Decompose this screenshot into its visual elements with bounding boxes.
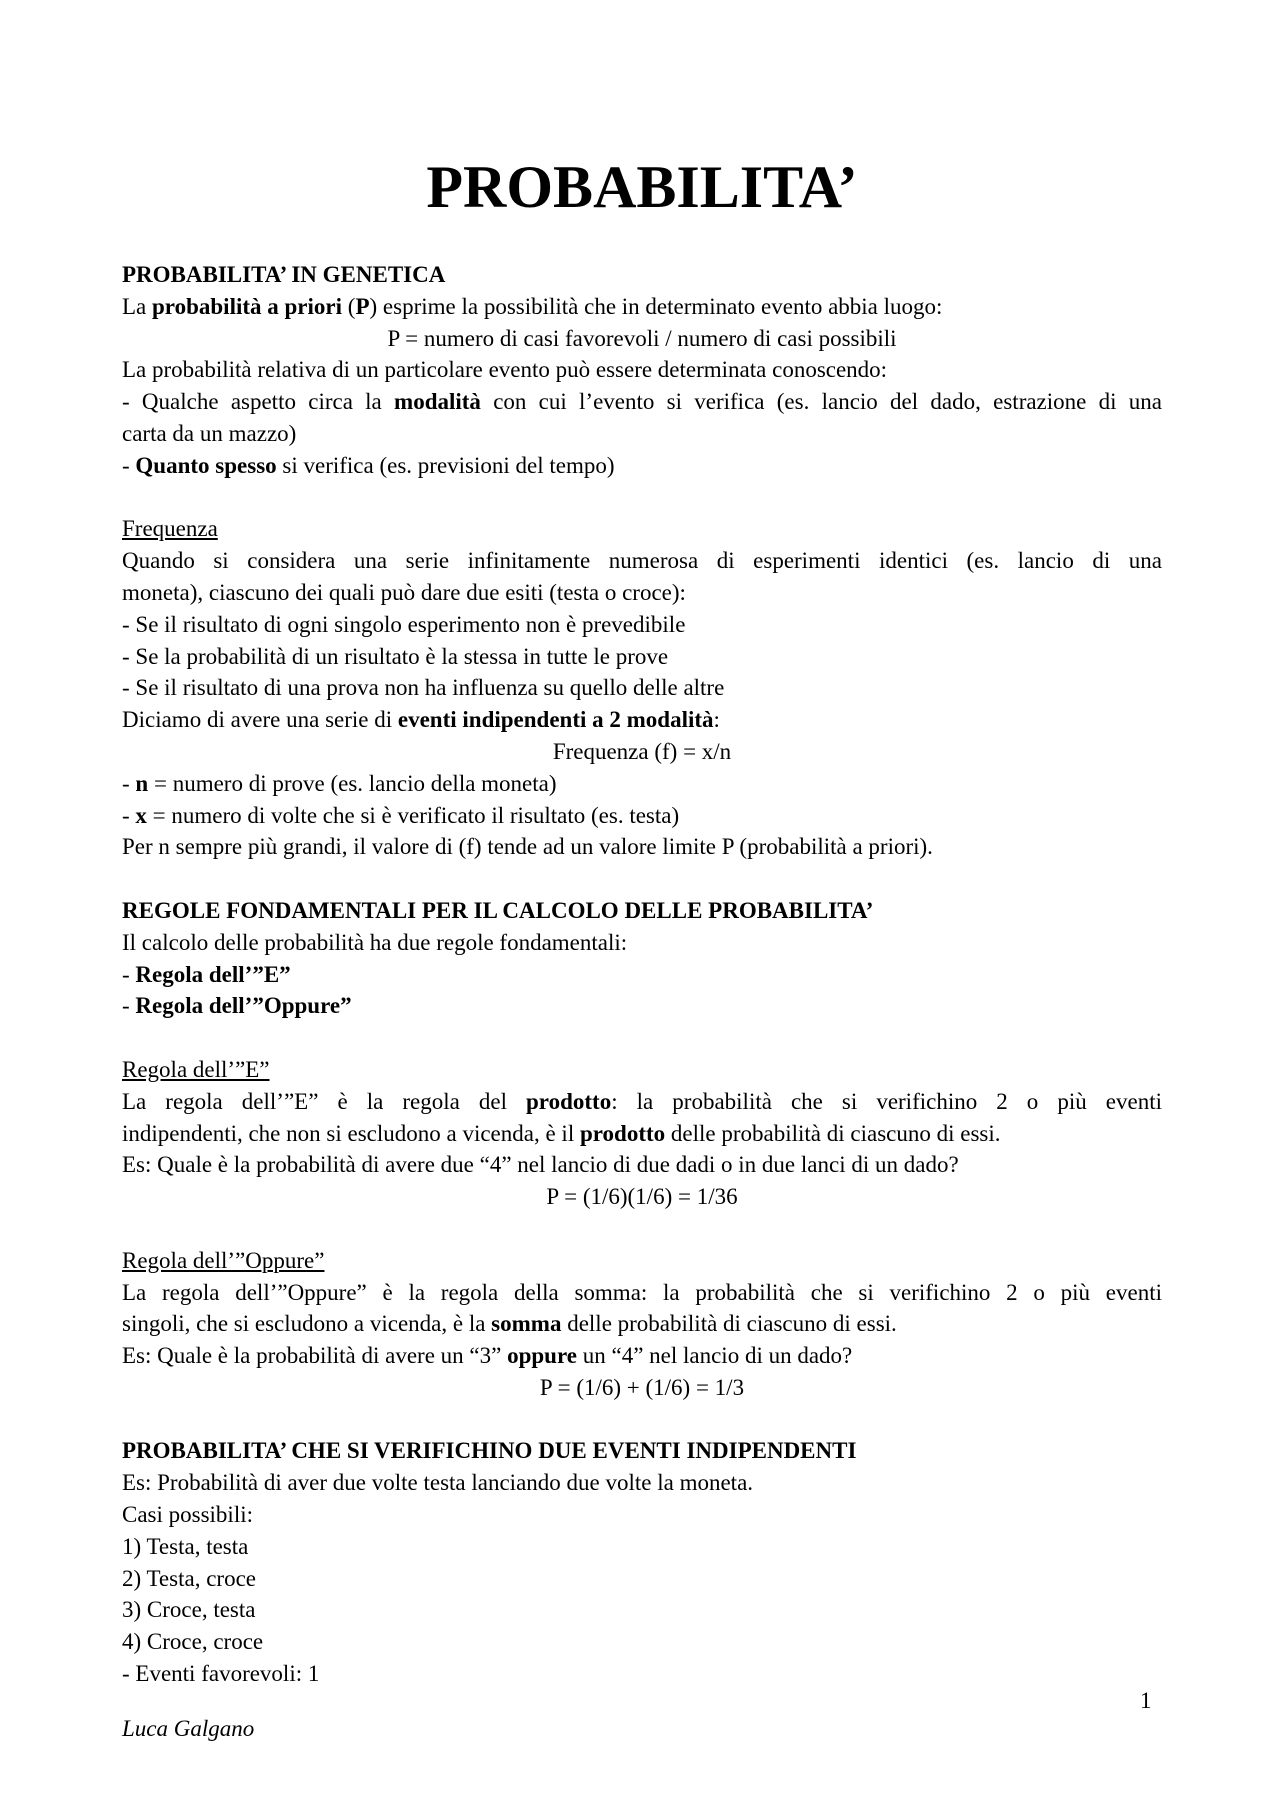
label-casi-possibili: Casi possibili: (122, 1502, 253, 1528)
paragraph-regole-intro: Il calcolo delle probabilità ha due regole fondamentali: (122, 929, 628, 955)
example-regola-e: Es: Quale è la probabilità di avere due “4” nel lancio di due dadi o in due lanci di un dado? (122, 1152, 959, 1178)
list-item: 1) Testa, testa (122, 1533, 249, 1559)
section-heading-eventi-indipendenti: PROBABILITA’ CHE SI VERIFICHINO DUE EVENTI INDIPENDENTI (122, 1438, 857, 1464)
subheading-regola-oppure: Regola dell’”Oppure” (122, 1247, 325, 1273)
section-heading-regole: REGOLE FONDAMENTALI PER IL CALCOLO DELLE PROBABILITA’ (122, 897, 874, 923)
eventi-favorevoli: - Eventi favorevoli: 1 (122, 1661, 320, 1687)
rule-item-e: - Regola dell’”E” (122, 961, 291, 987)
page-number: 1 (1140, 1688, 1152, 1713)
list-item: 3) Croce, testa (122, 1597, 256, 1623)
subheading-frequenza: Frequenza (122, 516, 218, 542)
example-regola-oppure: Es: Quale è la probabilità di avere un “3” oppure un “4” nel lancio di un dado? (122, 1343, 853, 1369)
formula-regola-oppure: P = (1/6) + (1/6) = 1/3 (539, 1374, 745, 1400)
list-item: 2) Testa, croce (122, 1565, 256, 1591)
condition-item: - Se il risultato di una prova non ha influenza su quello delle altre (122, 675, 725, 701)
bullet-quanto-spesso: - Quanto spesso si verifica (es. previsioni del tempo) (122, 452, 615, 478)
page-title: PROBABILITA’ (426, 154, 858, 220)
bullet-modalita: - Qualche aspetto circa la modalità con cui l’evento si verifica (es. lancio del dado, estrazione di una (122, 389, 1162, 415)
section-heading-genetica: PROBABILITA’ IN GENETICA (122, 262, 446, 287)
definition-x: - x = numero di volte che si è verificato il risultato (es. testa) (122, 802, 680, 828)
rule-item-oppure: - Regola dell’”Oppure” (122, 993, 352, 1019)
list-item: 4) Croce, croce (122, 1629, 264, 1655)
condition-item: - Se il risultato di ogni singolo esperimento non è prevedibile (122, 611, 686, 637)
formula-frequenza: Frequenza (f) = x/n (552, 738, 732, 764)
paragraph-probabilita-a-priori: La probabilità a priori (P) esprime la possibilità che in determinato evento abbia luogo: (122, 293, 943, 319)
formula-probabilita: P = numero di casi favorevoli / numero di casi possibili (387, 325, 897, 351)
paragraph-regola-oppure-line1: La regola dell’”Oppure” è la regola della somma: la probabilità che si verifichino 2 o più eventi (122, 1279, 1162, 1305)
condition-item: - Se la probabilità di un risultato è la stessa in tutte le prove (122, 643, 669, 669)
paragraph-probabilita-relativa: La probabilità relativa di un particolare evento può essere determinata conoscendo: (122, 357, 888, 383)
bullet-modalita-continued: carta da un mazzo) (122, 420, 297, 446)
document-body (122, 259, 1162, 1690)
paragraph-eventi-indipendenti: Diciamo di avere una serie di eventi indipendenti a 2 modalità: (122, 707, 720, 733)
author-name: Luca Galgano (122, 1716, 255, 1741)
paragraph-regola-e-line1: La regola dell’”E” è la regola del prodotto: la probabilità che si verifichino 2 o più eventi (122, 1088, 1162, 1114)
definition-n: - n = numero di prove (es. lancio della moneta) (122, 770, 557, 796)
paragraph-frequenza-line2: moneta), ciascuno dei quali può dare due esiti (testa o croce): (122, 579, 686, 605)
example-moneta: Es: Probabilità di aver due volte testa lanciando due volte la moneta. (122, 1470, 754, 1496)
paragraph-regola-e-line2: indipendenti, che non si escludono a vicenda, è il prodotto delle probabilità di ciascuno di essi. (122, 1120, 1001, 1146)
formula-regola-e: P = (1/6)(1/6) = 1/36 (546, 1184, 738, 1210)
paragraph-limite: Per n sempre più grandi, il valore di (f) tende ad un valore limite P (probabilità a priori). (122, 834, 933, 860)
subheading-regola-e: Regola dell’”E” (122, 1056, 270, 1082)
paragraph-frequenza-line1: Quando si considera una serie infinitamente numerosa di esperimenti identici (es. lancio di una (122, 548, 1162, 574)
paragraph-regola-oppure-line2: singoli, che si escludono a vicenda, è la somma delle probabilità di ciascuno di essi. (122, 1311, 897, 1337)
